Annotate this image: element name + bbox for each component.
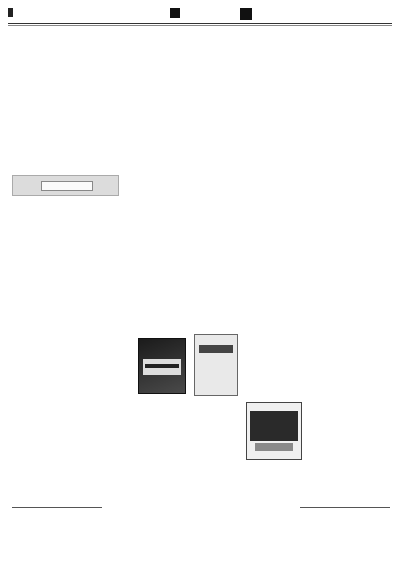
book-cover-image	[138, 338, 186, 394]
bottom-title-rule	[12, 507, 102, 508]
newspaper-logo	[8, 6, 14, 19]
reader-silhouettes	[20, 463, 382, 503]
section-marker-icon	[170, 8, 180, 18]
section-marker-icon	[240, 8, 252, 20]
banner-graphic	[12, 175, 119, 196]
bottom-title-rule	[300, 507, 390, 508]
banner-inner-box	[41, 181, 93, 191]
book-cover-image	[246, 402, 302, 460]
header-rule	[8, 23, 392, 24]
header-rule	[8, 25, 392, 26]
book-cover-image	[194, 334, 238, 396]
